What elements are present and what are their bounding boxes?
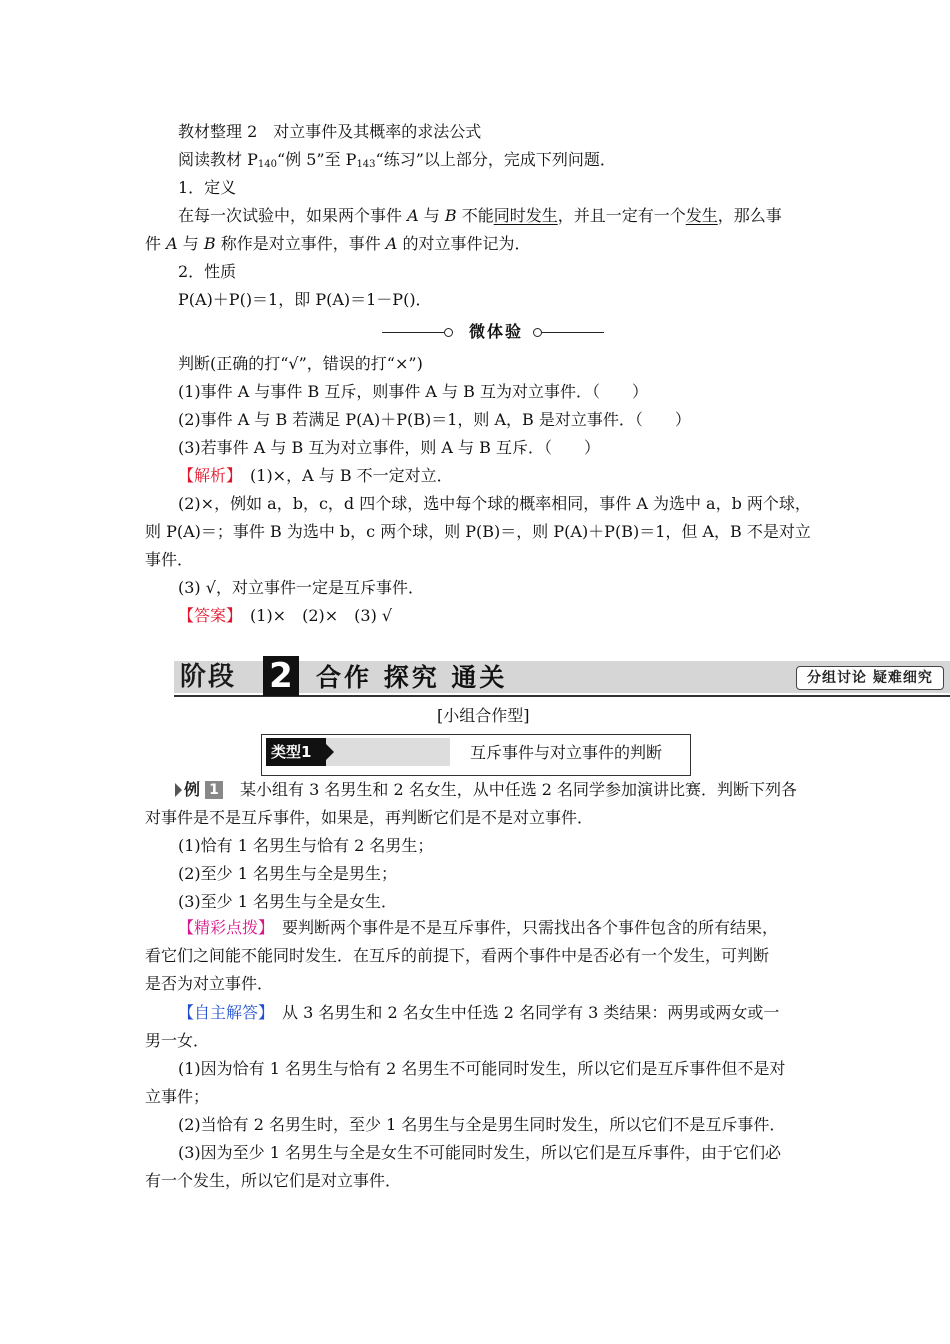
def-event-b: B <box>203 234 216 253</box>
def-text: 与 <box>177 234 204 253</box>
reading-text-a: 阅读教材 P <box>178 150 258 169</box>
example-item-3: (3)至少 1 名男生与全是女生． <box>178 892 398 911</box>
def-text: 件 <box>145 234 167 253</box>
example-number: 1 <box>205 781 223 799</box>
hint-label: 【精彩点拨】 <box>178 918 267 937</box>
analysis-text: (1)×，A 与 B 不一定对立． <box>234 466 453 485</box>
reading-page-start: 140 <box>257 159 277 170</box>
definition-line-1 <box>178 206 782 226</box>
solution-text: 从 3 名男生和 2 名女生中任选 2 名同学有 3 类结果：两男或两女或一 <box>266 1003 780 1022</box>
analysis-line-4: 事件． <box>145 550 194 569</box>
solution-line-2: 男一女． <box>145 1031 210 1050</box>
example-line-2: 对事件是不是互斥事件，如果是，再判断它们是不是对立事件． <box>145 808 594 827</box>
def-event-a: A <box>407 206 419 225</box>
hint-line-3: 是否为对立事件． <box>145 974 274 993</box>
section-heading: 教材整理 2 对立事件及其概率的求法公式 <box>178 122 482 141</box>
def-text: 的对立事件记为． <box>397 234 531 253</box>
banner-stage-label: 阶段 <box>180 662 237 692</box>
analysis-line-5: (3) √，对立事件一定是互斥事件． <box>178 578 424 597</box>
self-answer-label: 【自主解答】 <box>178 1003 267 1022</box>
divider-line-left <box>382 332 448 333</box>
fill-blank-answer: 同时发生 <box>493 206 558 225</box>
analysis-line-2: (2)×，例如 a，b，c，d 四个球，选中每个球的概率相同，事件 A 为选中 a，b 两个球， <box>178 494 811 513</box>
example-line-1: 某小组有 3 名男生和 2 名女生，从中任选 2 名同学参加演讲比赛．判断下列各 <box>240 780 798 799</box>
answer-line <box>178 606 392 626</box>
judge-question-3: (3)若事件 A 与 B 互为对立事件，则 A 与 B 互斥．（ ） <box>178 438 600 457</box>
solution-item-1-line-2: 立事件； <box>145 1087 210 1106</box>
definition-heading: 1．定义 <box>178 178 237 197</box>
analysis-label: 【解析】 <box>178 466 235 485</box>
answer-text: (1)× (2)× (3) √ <box>234 606 393 625</box>
example-arrow-icon <box>175 783 182 797</box>
example-item-2: (2)至少 1 名男生与全是男生； <box>178 864 398 883</box>
reading-instruction <box>178 150 616 175</box>
def-text: 称作是对立事件，事件 <box>215 234 386 253</box>
type-box <box>261 734 691 776</box>
hint-line-2: 看它们之间能不能同时发生．在互斥的前提下，看两个事件中是否必有一个发生，可判断 <box>145 946 770 965</box>
analysis-line-3: 则 P(A)＝；事件 B 为选中 b，c 两个球，则 P(B)＝，则 P(A)＋P(B)＝1，但 A，B 不是对立 <box>145 522 811 541</box>
example-label <box>175 780 227 800</box>
hint-line-1 <box>178 918 778 938</box>
def-text: ，并且一定有一个 <box>557 206 686 225</box>
solution-item-3-line-2: 有一个发生，所以它们是对立事件． <box>145 1171 402 1190</box>
divider-dot-right <box>533 328 542 337</box>
banner-tag: 分组讨论 疑难细究 <box>796 666 944 690</box>
solution-line-1 <box>178 1003 779 1023</box>
def-event-a: A <box>166 234 178 253</box>
divider-line-right <box>542 332 604 333</box>
answer-label: 【答案】 <box>178 606 235 625</box>
judge-question-1: (1)事件 A 与事件 B 互斥，则事件 A 与 B 互为对立事件．（ ） <box>178 382 648 401</box>
judge-question-2: (2)事件 A 与 B 若满足 P(A)＋P(B)＝1，则 A，B 是对立事件．（ ） <box>178 410 691 429</box>
type-label: 类型1 <box>271 743 312 761</box>
def-text: 与 <box>418 206 445 225</box>
hint-text: 要判断两个事件是不是互斥事件，只需找出各个事件包含的所有结果， <box>266 918 779 937</box>
property-formula: P(A)＋P()＝1，即 P(A)＝1－P()． <box>178 290 432 309</box>
stage-banner <box>174 656 950 700</box>
def-event-a: A <box>385 234 398 253</box>
reading-text-c: “练习”以上部分，完成下列问题． <box>375 150 616 169</box>
group-type-label: [小组合作型] <box>437 706 530 725</box>
def-event-b: B <box>444 206 457 225</box>
type-arrow-icon <box>326 744 334 760</box>
solution-item-3-line-1: (3)因为至少 1 名男生与全是女生不可能同时发生，所以它们是互斥事件，由于它们必 <box>178 1143 782 1162</box>
example-label-text: 例 <box>184 780 201 799</box>
example-item-1: (1)恰有 1 名男生与恰有 2 名男生； <box>178 836 434 855</box>
def-text: 在每一次试验中，如果两个事件 <box>178 206 408 225</box>
analysis-line-1 <box>178 466 453 486</box>
def-text: ，那么事 <box>717 206 782 225</box>
property-heading: 2．性质 <box>178 262 237 281</box>
reading-page-end: 143 <box>356 159 376 170</box>
micro-experience-divider <box>382 322 604 342</box>
micro-experience-label: 微体验 <box>468 322 523 341</box>
type-title: 互斥事件与对立事件的判断 <box>470 743 663 762</box>
def-text: 不能 <box>456 206 494 225</box>
definition-line-2 <box>145 234 530 254</box>
fill-blank-answer: 发生 <box>685 206 718 225</box>
reading-text-b: “例 5”至 P <box>276 150 357 169</box>
banner-title: 合作 探究 通关 <box>316 663 508 692</box>
judge-intro: 判断(正确的打“√”，错误的打“×”) <box>178 354 423 373</box>
solution-item-1-line-1: (1)因为恰有 1 名男生与恰有 2 名男生不可能同时发生，所以它们是互斥事件但不是对 <box>178 1059 786 1078</box>
solution-item-2: (2)当恰有 2 名男生时，至少 1 名男生与全是男生同时发生，所以它们不是互斥事件． <box>178 1115 786 1134</box>
banner-stage-number: 2 <box>263 656 299 696</box>
